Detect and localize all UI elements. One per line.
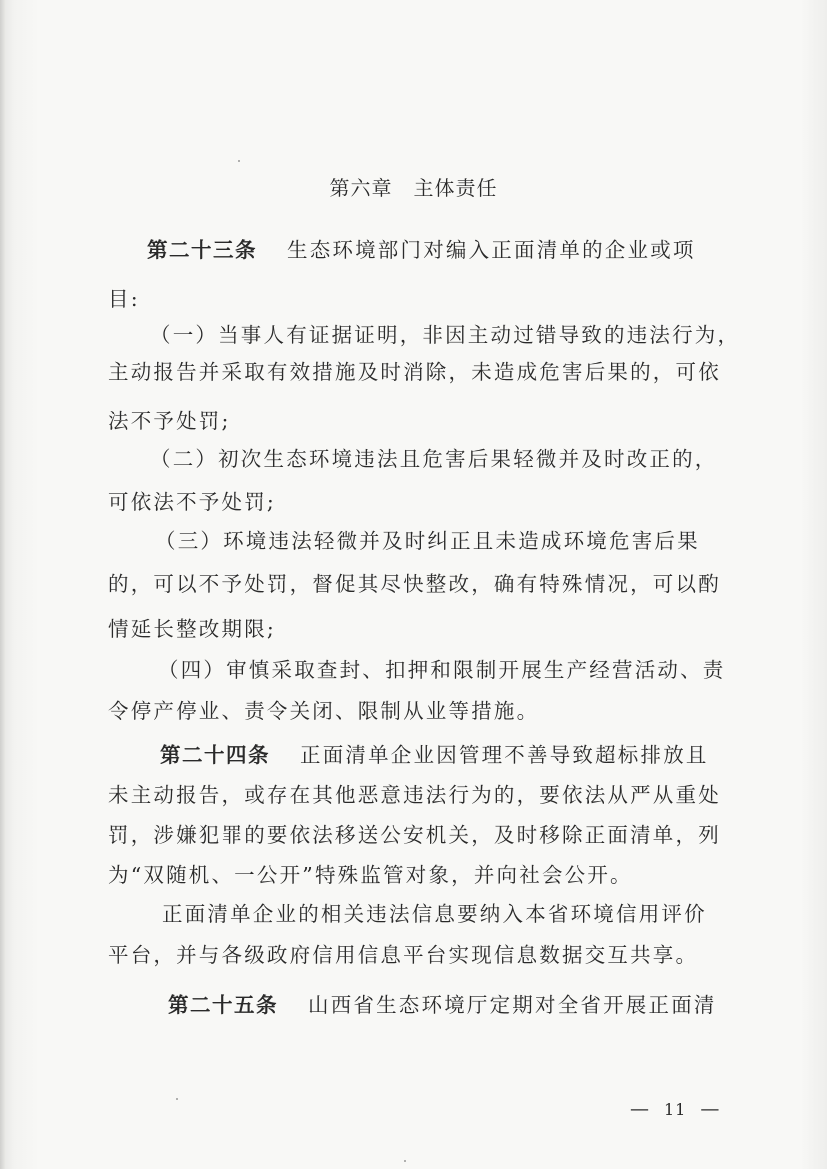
article-24-line-1 [160,738,709,768]
footer-dash-right: — [700,1098,721,1120]
page-number: 11 [664,1100,687,1119]
article-23-item-3-line-2: 的，可以不予处罚，督促其尽快整改，确有特殊情况，可以酌 [108,572,721,596]
article-23-item-3-line-1: （三）环境违法轻微并及时纠正且未造成环境危害后果 [155,529,700,553]
article-23-intro: 生态环境部门对编入正面清单的企业或项 [287,238,696,262]
article-24-text: 正面清单企业因管理不善导致超标排放且 [300,743,709,767]
chapter-title: 第六章 主体责任 [329,176,498,200]
article-23-item-3-line-3: 情延长整改期限; [108,617,277,641]
scan-speck [176,1098,178,1100]
article-24-para-2-line-1: 正面清单企业的相关违法信息要纳入本省环境信用评价 [162,902,707,926]
page-footer [630,1098,720,1120]
article-24-title: 第二十四条 [160,743,270,767]
article-23-item-4-line-1: （四）审慎采取查封、扣押和限制开展生产经营活动、责 [158,658,726,682]
article-23-title: 第二十三条 [147,238,257,262]
scan-speck [238,160,240,162]
article-23-item-1-line-3: 法不予处罚; [108,409,231,433]
article-23-item-1-line-1: （一）当事人有证据证明，非因主动过错导致的违法行为， [150,323,741,347]
article-23-item-2-line-1: （二）初次生态环境违法且危害后果轻微并及时改正的， [150,447,718,471]
article-23-line-1 [147,233,696,263]
article-23-item-1-line-2: 主动报告并采取有效措施及时消除，未造成危害后果的，可依 [108,360,721,384]
article-24-line-2: 未主动报告，或存在其他恶意违法行为的，要依法从严从重处 [108,783,721,807]
article-24-line-3: 罚，涉嫌犯罪的要依法移送公安机关，及时移除正面清单，列 [108,823,721,847]
article-25-line-1 [168,988,717,1018]
article-25-title: 第二十五条 [168,993,278,1017]
article-23-line-2: 目: [108,287,140,311]
footer-dash-left: — [630,1098,650,1120]
article-23-item-2-line-2: 可依法不予处罚; [108,490,277,514]
article-25-text: 山西省生态环境厅定期对全省开展正面清 [308,993,717,1017]
article-24-line-4: 为“双随机、一公开”特殊监管对象，并向社会公开。 [108,863,633,887]
article-23-item-4-line-2: 令停产停业、责令关闭、限制从业等措施。 [108,699,540,723]
scan-speck [404,1160,406,1162]
article-24-para-2-line-2: 平台，并与各级政府信用信息平台实现信息数据交互共享。 [108,943,699,967]
